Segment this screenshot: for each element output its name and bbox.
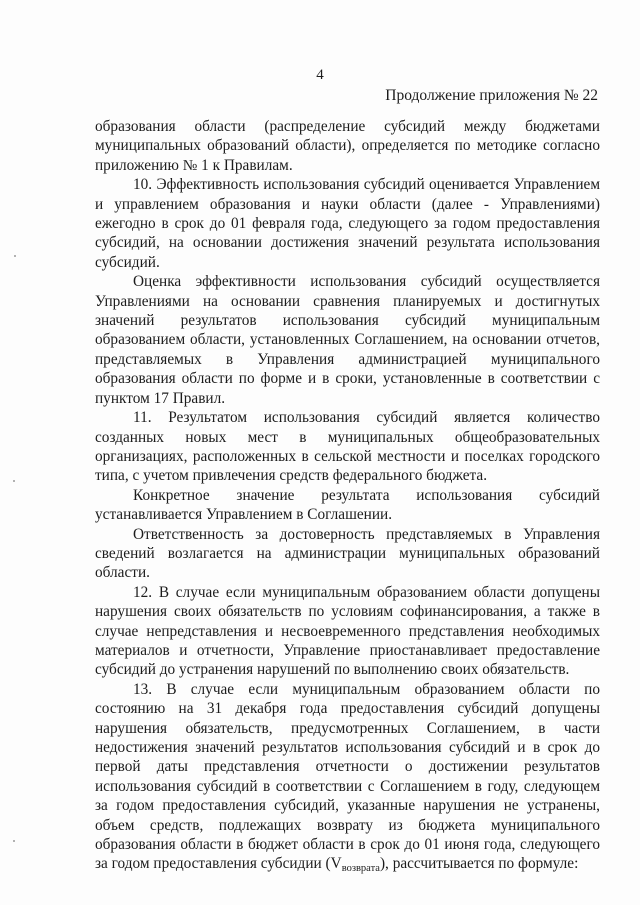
scan-speck [14,255,16,257]
paragraph-continuation: образования области (распределение субсидий между бюджетами муниципальных образований области), определяется по методике согласно приложению № 1 к Правилам. [95,118,600,174]
paragraph-responsibility: Ответственность за достоверность представляемых в Управления сведений возлагается на администрации муниципальных образований области. [95,525,600,582]
v-return-subscript: возврата [341,863,380,875]
paragraph-10: 10. Эффективность использования субсидий оценивается Управлением и управлением образования и науки области (далее - Управлениями) ежегодно в срок до 01 февраля года, следующего за годом предоставления субсидий, на основании достижения значений результата использования субсидий. [95,176,600,271]
paragraph-13 [95,680,600,879]
paragraph-12: 12. В случае если муниципальным образованием области допущены нарушения своих обязательств по условиям софинансирования, а также в случае непредставления и несвоевременного представления необходимых материалов и отчетности, Управление приостанавливает предоставление субсидий до устранения нарушений по выполнению своих обязательств. [95,583,600,679]
paragraph-evaluation: Оценка эффективности использования субсидий осуществляется Управлениями на основании сравнения планируемых и достигнутых значений результатов использования субсидий муниципальным образованием области, установленных Соглашением, на основании отчетов, представляемых в Управления администрацией муниципального образования области по форме и в сроки, установленные в соответствии с пунктом 17 Правил. [95,273,600,407]
paragraph-13-text: 13. В случае если муниципальным образованием области по состоянию на 31 декабря года предоставления субсидий допущены нарушения обязательств, предусмотренных Соглашением, в части недостижения значений результатов использования субсидий и в срок до первой даты представления отчетности о достижении результатов использования субсидий в соответствии с Соглашением в году, следующем за годом предоставления субсидий, указанные нарушения не устранены, объем средств, подлежащих возврату из бюджета муниципального образования области в бюджет области в срок до 01 июня года, следующего за годом предоставления субсидии (V [95,680,600,873]
document-body [95,117,600,879]
appendix-continuation-label: Продолжение приложения № 22 [385,87,598,104]
scan-speck [13,840,15,842]
page-number: 4 [316,67,324,83]
scan-speck [13,480,15,482]
paragraph-11: 11. Результатом использования субсидий является количество созданных новых мест в муниципальных общеобразовательных организациях, расположенных в сельской местности и поселках городского типа, с учетом привлечения средств федерального бюджета. [95,409,600,485]
paragraph-specific-value: Конкретное значение результата использования субсидий устанавливается Управлением в Соглашении. [95,486,600,524]
paragraph-13-tail: ), рассчитывается по формуле: [379,855,579,873]
